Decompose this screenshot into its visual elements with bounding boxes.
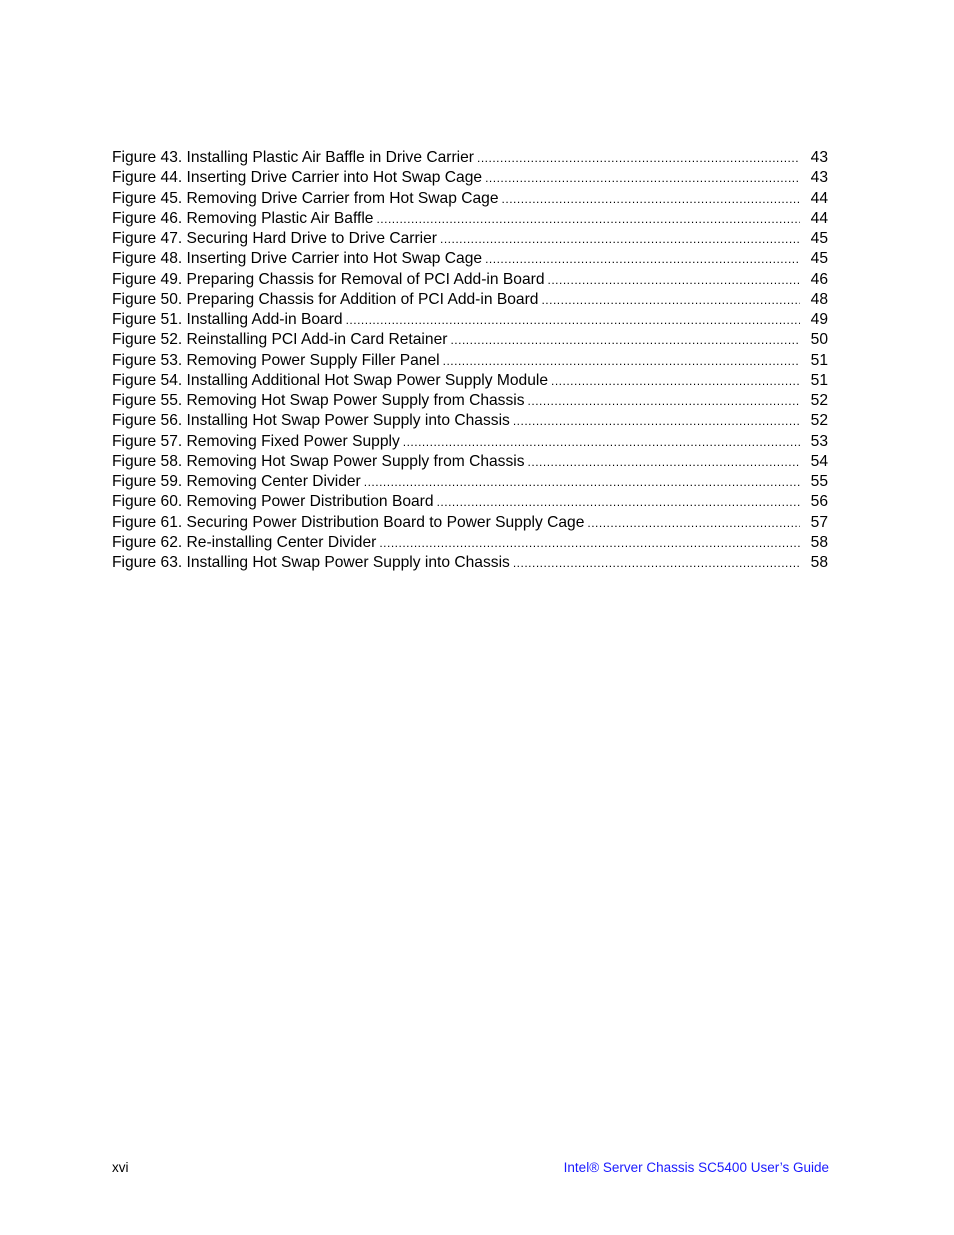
toc-dot-leader [551,371,800,391]
toc-dot-leader [376,209,800,229]
toc-dot-leader [513,411,800,431]
toc-entry-title: Figure 43. Installing Plastic Air Baffle in Drive Carrier [112,149,474,166]
toc-entry-title: Figure 46. Removing Plastic Air Baffle [112,209,374,227]
toc-entry-page-number: 44 [810,189,828,207]
page-footer [112,1158,829,1178]
toc-entry-page-number: 51 [810,371,828,389]
footer-document-title[interactable]: Intel® Server Chassis SC5400 User’s Guide [563,1160,829,1175]
toc-entry-page-number: 55 [810,473,828,490]
toc-entry[interactable] [112,513,828,533]
toc-entry[interactable] [112,290,828,310]
toc-dot-leader [443,351,800,371]
toc-dot-leader [346,310,800,330]
toc-entry-title: Figure 58. Removing Hot Swap Power Supply from Chassis [112,452,525,470]
toc-entry-title: Figure 59. Removing Center Divider [112,473,361,490]
toc-entry[interactable] [112,553,828,573]
toc-entry-page-number: 57 [810,513,828,531]
toc-dot-leader [379,533,800,553]
toc-entry-title: Figure 60. Removing Power Distribution Board [112,493,434,511]
toc-dot-leader [485,249,800,269]
toc-entry-title: Figure 55. Removing Hot Swap Power Supply from Chassis [112,392,525,409]
toc-dot-leader [364,472,800,492]
toc-entry-page-number: 48 [810,290,828,308]
toc-entry[interactable] [112,209,828,229]
toc-entry-title: Figure 56. Installing Hot Swap Power Supply into Chassis [112,412,510,430]
toc-entry[interactable] [112,189,828,209]
toc-entry-title: Figure 54. Installing Additional Hot Swap Power Supply Module [112,371,549,389]
toc-entry[interactable] [112,168,828,188]
toc-dot-leader [587,513,800,533]
toc-entry-page-number: 52 [810,412,828,430]
toc-entry-page-number: 46 [810,270,828,288]
toc-entry-page-number: 43 [810,169,828,187]
toc-entry[interactable] [112,330,828,350]
toc-dot-leader [477,148,800,168]
toc-dot-leader [541,290,800,310]
toc-entry-page-number: 54 [810,452,828,470]
toc-dot-leader [485,168,800,188]
toc-dot-leader [528,452,800,472]
toc-entry-page-number: 50 [810,331,828,349]
toc-entry-title: Figure 52. Reinstalling PCI Add-in Card Retainer [112,331,448,349]
toc-entry-title: Figure 50. Preparing Chassis for Addition of PCI Add-in Board [112,290,539,308]
toc-entry-title: Figure 44. Inserting Drive Carrier into Hot Swap Cage [112,169,483,187]
toc-entry[interactable] [112,351,828,371]
toc-entry[interactable] [112,249,828,269]
toc-dot-leader [528,391,800,411]
toc-entry[interactable] [112,310,828,330]
toc-entry[interactable] [112,452,828,472]
toc-entry-title: Figure 45. Removing Drive Carrier from Hot Swap Cage [112,189,499,207]
toc-entry-title: Figure 57. Removing Fixed Power Supply [112,432,400,450]
toc-entry-page-number: 49 [810,311,828,328]
toc-dot-leader [403,432,800,452]
toc-entry-title: Figure 61. Securing Power Distribution Board to Power Supply Cage [112,513,585,531]
toc-entry-title: Figure 51. Installing Add-in Board [112,311,343,328]
toc-entry-page-number: 43 [810,149,828,166]
toc-entry-page-number: 44 [810,209,828,227]
toc-entry[interactable] [112,492,828,512]
toc-entry-page-number: 45 [810,250,828,268]
toc-entry[interactable] [112,148,828,168]
toc-dot-leader [548,270,801,290]
toc-dot-leader [513,553,800,573]
toc-entry[interactable] [112,229,828,249]
toc-entry[interactable] [112,371,828,391]
toc-entry-page-number: 58 [810,533,828,551]
toc-dot-leader [437,492,800,512]
toc-entry-title: Figure 47. Securing Hard Drive to Drive Carrier [112,230,437,247]
toc-entry-title: Figure 62. Re-installing Center Divider [112,533,377,551]
toc-dot-leader [440,229,800,249]
toc-dot-leader [502,189,800,209]
toc-entry-title: Figure 48. Inserting Drive Carrier into Hot Swap Cage [112,250,483,268]
toc-entry[interactable] [112,533,828,553]
footer-page-number: xvi [112,1160,129,1175]
toc-entry-page-number: 45 [810,230,828,247]
table-of-figures [112,148,828,573]
toc-entry-page-number: 53 [810,432,828,450]
toc-dot-leader [450,330,800,350]
toc-entry[interactable] [112,432,828,452]
toc-entry-page-number: 58 [810,554,828,571]
toc-entry[interactable] [112,391,828,411]
toc-entry-title: Figure 53. Removing Power Supply Filler Panel [112,351,440,369]
toc-entry[interactable] [112,411,828,431]
toc-entry-page-number: 56 [810,493,828,511]
toc-entry[interactable] [112,472,828,492]
toc-entry-title: Figure 49. Preparing Chassis for Removal of PCI Add-in Board [112,270,545,288]
toc-entry-title: Figure 63. Installing Hot Swap Power Supply into Chassis [112,554,510,571]
toc-entry-page-number: 51 [810,351,828,369]
toc-entry-page-number: 52 [810,392,828,409]
toc-entry[interactable] [112,270,828,290]
